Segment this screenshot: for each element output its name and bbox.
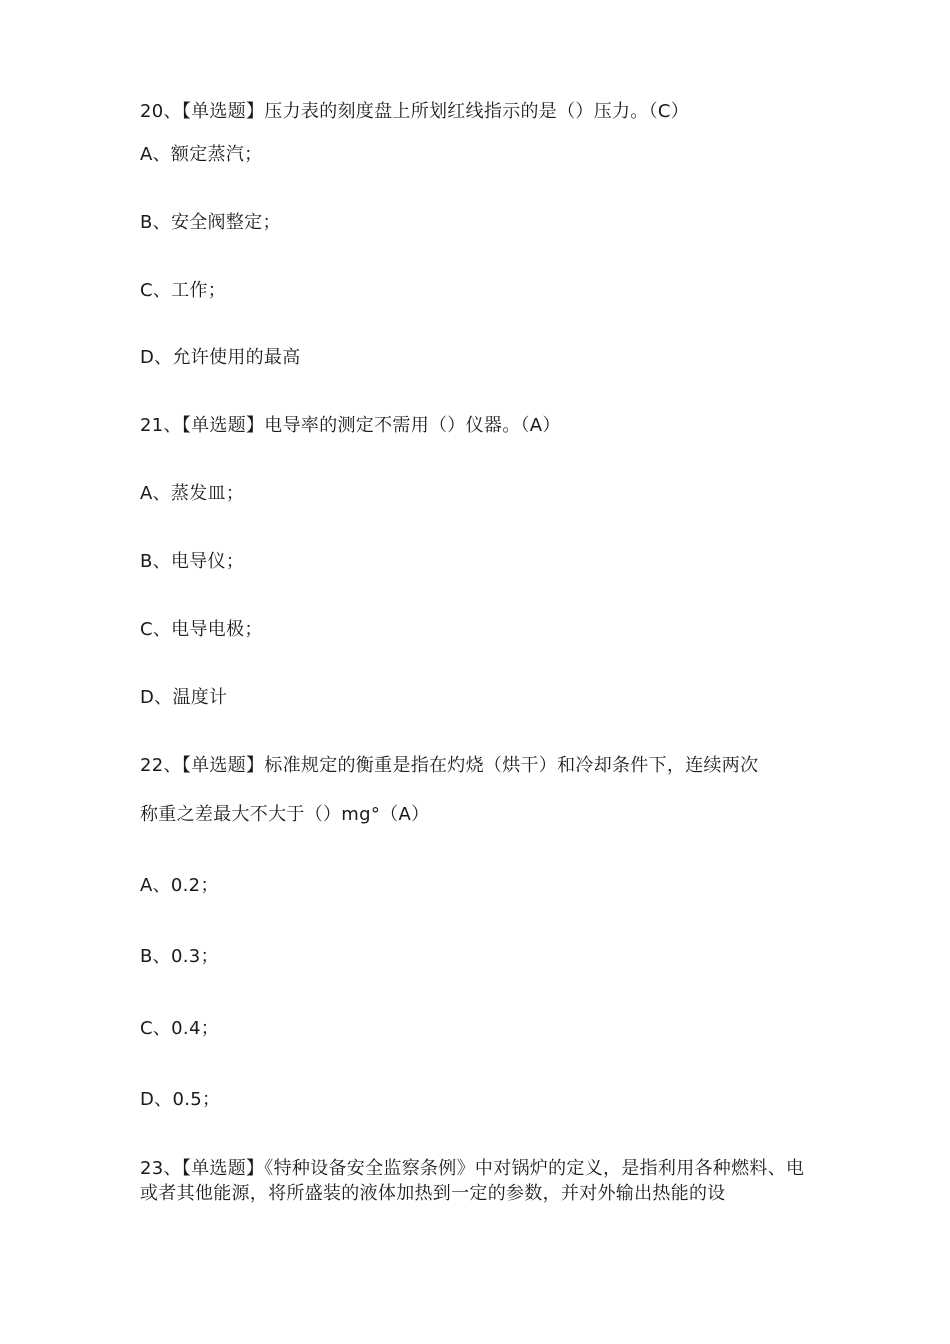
option-c: C、工作； [140,280,227,301]
option-b: B、0.3； [140,946,219,967]
option-d: D、允许使用的最高 [140,347,301,368]
question-stem: 20、【单选题】压力表的刻度盘上所划红线指示的是（）压力。（C） [140,101,690,122]
option-a: A、额定蒸汽； [140,144,263,165]
option-c: C、电导电极； [140,619,263,640]
option-d: D、0.5； [140,1089,221,1110]
option-b: B、安全阀整定； [140,212,281,233]
option-d: D、温度计 [140,687,228,708]
question-stem-line-2: 称重之差最大不大于（）mg°（A） [140,804,430,825]
question-stem-line-1: 22、【单选题】标准规定的衡重是指在灼烧（烘干）和冷却条件下，连续两次 [140,755,759,776]
question-stem: 21、【单选题】电导率的测定不需用（）仪器。（A） [140,415,561,436]
option-c: C、0.4； [140,1018,219,1039]
option-a: A、0.2； [140,875,219,896]
option-a: A、蒸发皿； [140,483,245,504]
option-b: B、电导仪； [140,551,245,572]
question-stem: 23、【单选题】《特种设备安全监察条例》中对锅炉的定义，是指利用各种燃料、电或者其他能源，将所盛装的液体加热到一定的参数，并对外输出热能的设 [140,1158,805,1204]
